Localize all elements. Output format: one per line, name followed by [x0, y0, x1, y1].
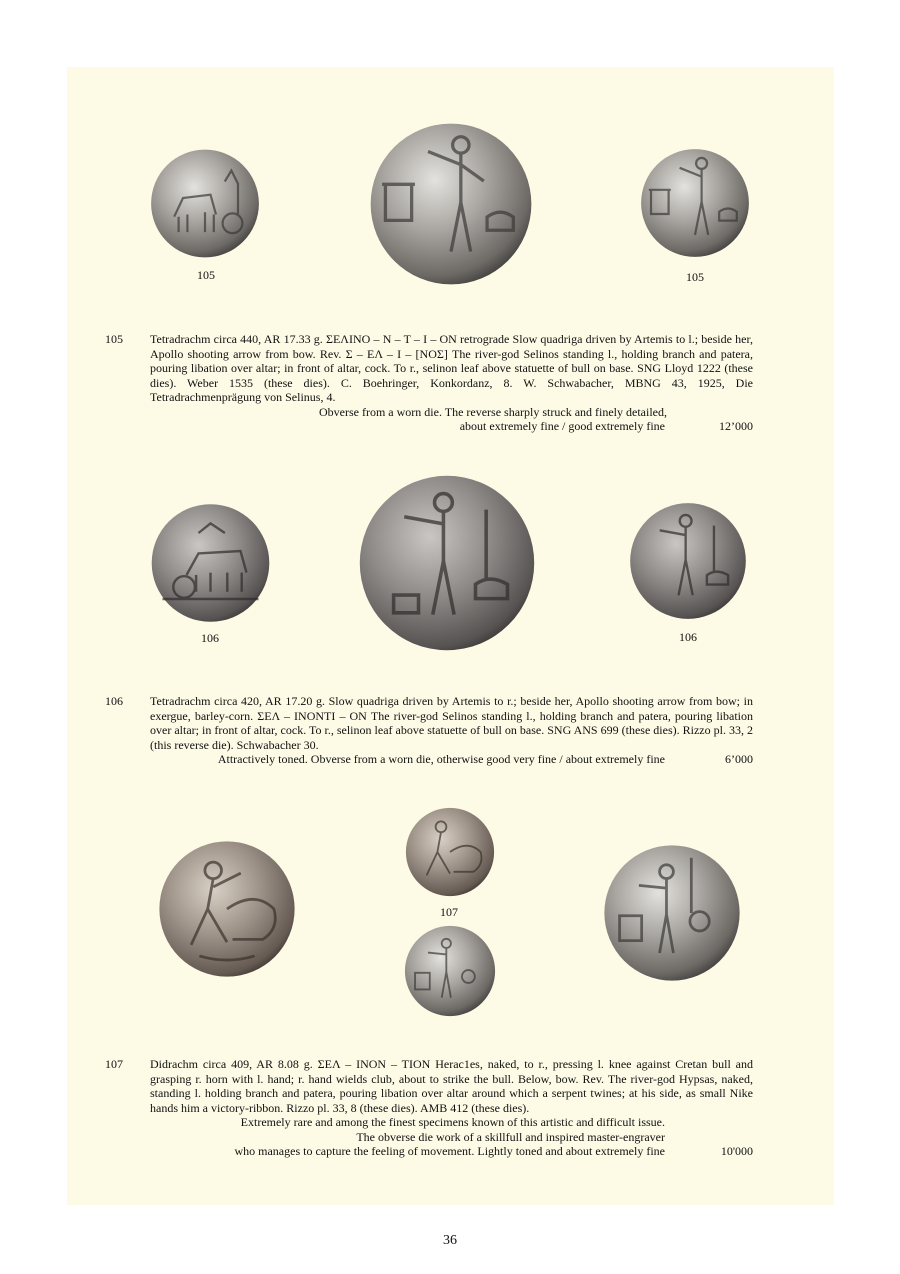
lot-condition [150, 752, 753, 767]
lot-description: Didrachm circa 409, AR 8.08 g. ΣΕΛ – ΙΝΟΝ – ΤΙΟΝ Herac1es, naked, to r., pressing l. knee against Cretan bull and grasping r. horn with l. hand; r. hand wields club, about to strike the bull. Below, bow. Rev. The river-god Hypsas, naked, standing l. holding branch and patera, pouring libation over altar around which a serpent twines; at his side, as small Nike hands him a victory-ribbon. Rizzo pl. 33, 8 (these dies). AMB 412 (these dies). [150, 1057, 753, 1115]
coin-105-reverse-enlarged [369, 117, 533, 291]
lot-condition [150, 405, 753, 434]
lot-condition [150, 1115, 753, 1159]
coin-107-reverse [404, 925, 496, 1017]
coin-107-reverse-enlarged [603, 843, 741, 983]
lot-106 [105, 694, 753, 767]
lot-price: 6’000 [725, 752, 753, 766]
condition-line: Extremely rare and among the finest specimens known of this artistic and difficult issue. [240, 1115, 665, 1129]
plate-label: 105 [686, 270, 704, 284]
condition-line: about extremely fine / good extremely fine [459, 419, 665, 433]
lot-description: Tetradrachm circa 440, AR 17.33 g. ΣΕΛΙΝΟ – Ν – Τ – Ι – ΟΝ retrograde Slow quadriga driven by Artemis to l.; beside her, Apollo shooting arrow from bow. Rev. Σ – ΕΛ – Ι – [ΝΟΣ] The river-god Selinos standing l., holding branch and patera, pouring libation over altar; in front of altar, cock. To r., selinon leaf above statuette of bull on base. SNG Lloyd 1222 (these dies). Weber 1535 (these dies). C. Boehringer, Konkordanz, 8. W. Schwabacher, MBNG 43, 1925, Die Tetradrachmenprägung von Selinus, 4. [150, 332, 753, 404]
condition-line: The obverse die work of a skillfull and inspired master-engraver [356, 1129, 665, 1144]
plate-label: 106 [679, 630, 697, 644]
coin-105-obverse [150, 147, 260, 260]
coin-106-obverse [150, 503, 271, 623]
plate-label: 107 [440, 905, 458, 919]
lot-107 [105, 1057, 753, 1159]
lot-105 [105, 332, 753, 434]
condition-line: Attractively toned. Obverse from a worn die, otherwise good very fine / about extremely fine [217, 752, 665, 766]
plate-label: 105 [197, 268, 215, 282]
lot-number: 105 [105, 332, 123, 346]
condition-line: who manages to capture the feeling of movement. Lightly toned and about extremely fine [234, 1144, 665, 1158]
lot-price: 10'000 [720, 1144, 753, 1158]
lot-number: 107 [105, 1057, 123, 1071]
coin-105-reverse [640, 146, 750, 260]
coin-106-reverse-enlarged [356, 474, 538, 652]
coin-107-obverse [403, 807, 497, 897]
coin-107-obverse-enlarged [158, 840, 296, 978]
plate-label: 106 [201, 631, 219, 645]
page-number: 36 [443, 1233, 457, 1248]
lot-description: Tetradrachm circa 420, AR 17.20 g. Slow quadriga driven by Artemis to r.; beside her, Apollo shooting arrow from bow; in exergue, barley-corn. ΣΕΛ – ΙΝΟΝΤΙ – ΟΝ The river-god Selinos standing l., holding branch and patera, pouring libation over altar; in front of altar, cock. To r., selinon leaf above statuette of bull on base. SNG ANS 699 (these dies). Rizzo pl. 33, 2 (this reverse die). Schwabacher 30. [150, 694, 753, 752]
lot-price: 12’000 [719, 419, 753, 433]
coin-106-reverse [627, 502, 749, 620]
condition-line: Obverse from a worn die. The reverse sharply struck and finely detailed, [319, 404, 667, 419]
lot-number: 106 [105, 694, 123, 708]
